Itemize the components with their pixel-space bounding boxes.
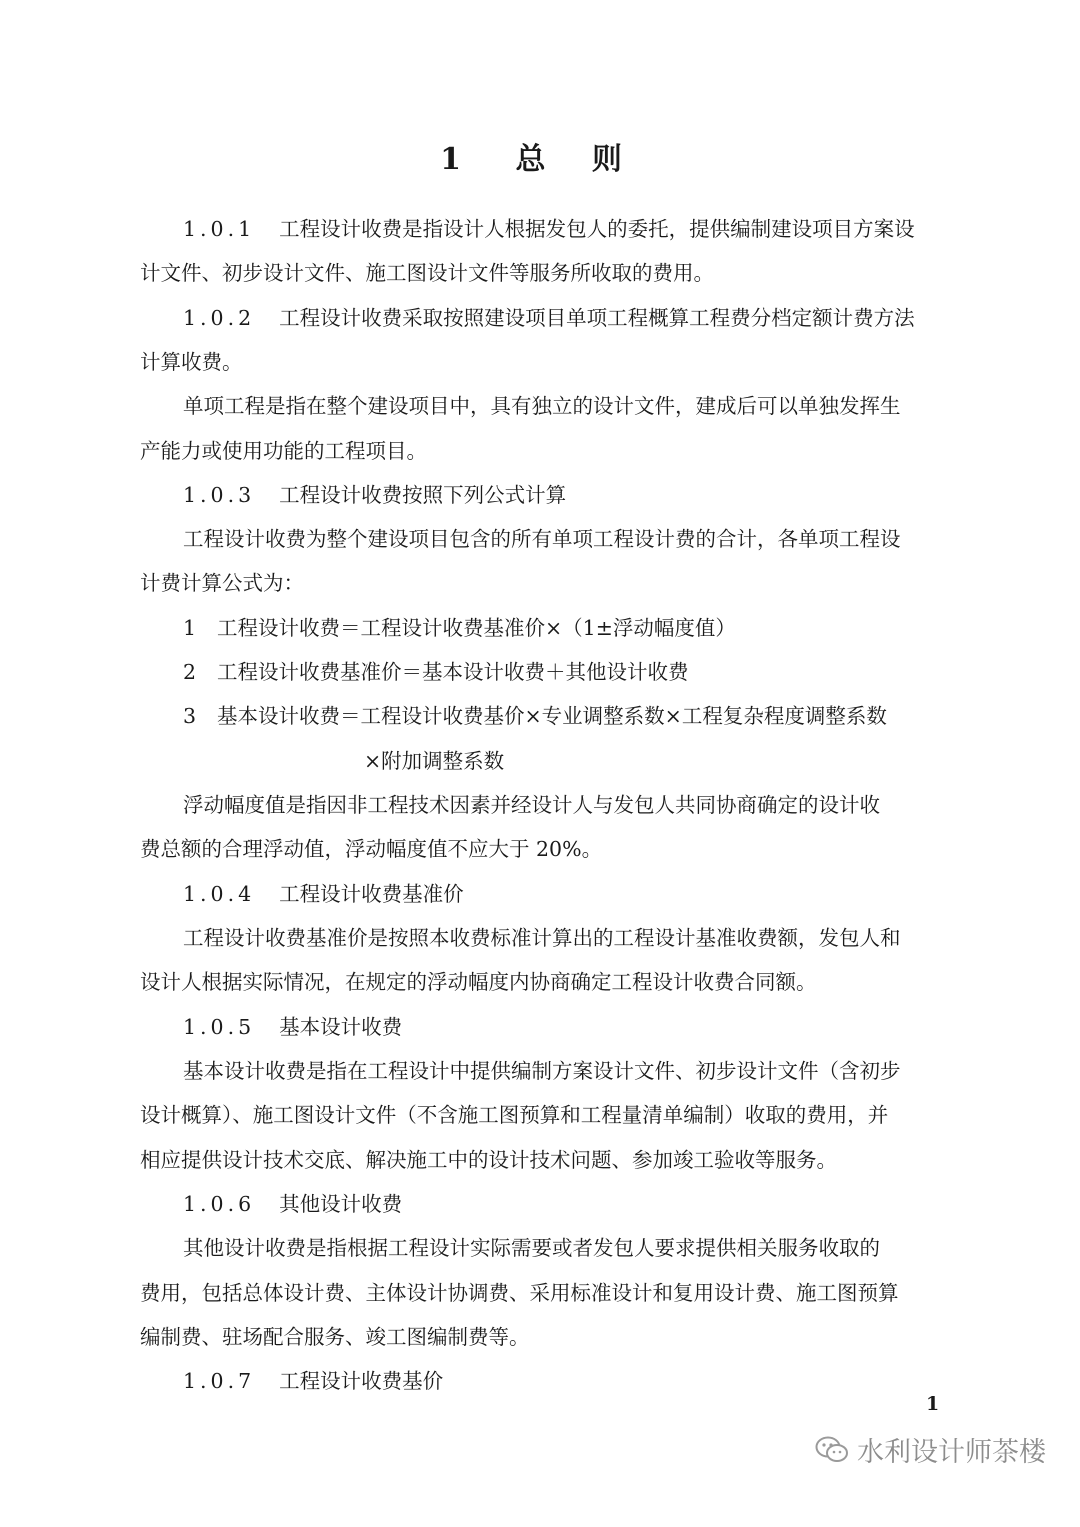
formula-text: 工程设计收费基准价＝基本设计收费＋其他设计收费 (217, 660, 689, 684)
clause-number: 1.0.3 (183, 483, 256, 507)
paragraph-line: 相应提供设计技术交底、解决施工中的设计技术问题、参加竣工验收等服务。 (140, 1148, 837, 1172)
clause-number: 1.0.5 (183, 1015, 256, 1039)
paragraph-line: 产能力或使用功能的工程项目。 (140, 439, 427, 463)
paragraph-line: 费总额的合理浮动值，浮动幅度值不应大于 20%。 (140, 837, 603, 861)
paragraph-line: 单项工程是指在整个建设项目中，具有独立的设计文件，建成后可以单独发挥生 (183, 394, 901, 418)
clause-number: 1.0.2 (183, 306, 256, 330)
clause-text: 工程设计收费基价 (279, 1369, 444, 1393)
chapter-title (0, 134, 1080, 178)
clause-1-0-3 (183, 480, 566, 510)
paragraph-line: 工程设计收费为整个建设项目包含的所有单项工程设计费的合计，各单项工程设 (183, 527, 901, 551)
clause-text: 基本设计收费 (279, 1015, 403, 1039)
wechat-icon (815, 1436, 849, 1464)
formula-number: 3 (183, 704, 197, 728)
paragraph-line: 基本设计收费是指在工程设计中提供编制方案设计文件、初步设计文件（含初步 (183, 1059, 901, 1083)
formula-number: 1 (183, 616, 197, 640)
clause-number: 1.0.7 (183, 1369, 256, 1393)
paragraph-line: 费用，包括总体设计费、主体设计协调费、采用标准设计和复用设计费、施工图预算 (140, 1281, 899, 1305)
chapter-title-char: 总 (515, 142, 548, 177)
clause-1-0-6 (183, 1189, 402, 1219)
paragraph-line: 编制费、驻场配合服务、竣工图编制费等。 (140, 1325, 530, 1349)
formula-3 (183, 701, 887, 731)
chapter-title-char: 则 (591, 142, 624, 177)
paragraph-line: 工程设计收费基准价是按照本收费标准计算出的工程设计基准收费额，发包人和 (183, 926, 901, 950)
formula-3-continuation: ×附加调整系数 (364, 749, 505, 773)
paragraph-line: 计费计算公式为： (140, 571, 304, 595)
paragraph-line: 计算收费。 (140, 350, 243, 374)
paragraph-line: 浮动幅度值是指因非工程技术因素并经设计人与发包人共同协商确定的设计收 (183, 793, 880, 817)
clause-text: 工程设计收费基准价 (279, 882, 464, 906)
paragraph-line: 其他设计收费是指根据工程设计实际需要或者发包人要求提供相关服务收取的 (183, 1236, 880, 1260)
paragraph-line: 设计概算）、施工图设计文件（不含施工图预算和工程量清单编制）收取的费用，并 (140, 1103, 889, 1127)
formula-2 (183, 657, 689, 687)
clause-text: 工程设计收费是指设计人根据发包人的委托，提供编制建设项目方案设 (279, 217, 915, 241)
formula-text: 基本设计收费＝工程设计收费基价×专业调整系数×工程复杂程度调整系数 (217, 704, 887, 728)
watermark (815, 1430, 1046, 1469)
paragraph-line: 设计人根据实际情况，在规定的浮动幅度内协商确定工程设计收费合同额。 (140, 970, 817, 994)
page-number: 1 (926, 1393, 940, 1415)
formula-number: 2 (183, 660, 197, 684)
formula-text: 工程设计收费＝工程设计收费基准价×（1±浮动幅度值） (217, 616, 736, 640)
clause-number: 1.0.4 (183, 882, 256, 906)
clause-1-0-7 (183, 1366, 443, 1396)
formula-1 (183, 613, 736, 643)
clause-text: 其他设计收费 (279, 1192, 403, 1216)
clause-number: 1.0.1 (183, 217, 256, 241)
clause-number: 1.0.6 (183, 1192, 256, 1216)
clause-text: 工程设计收费按照下列公式计算 (279, 483, 567, 507)
clause-1-0-4 (183, 879, 464, 909)
clause-1-0-1 (183, 214, 915, 244)
clause-text: 工程设计收费采取按照建设项目单项工程概算工程费分档定额计费方法 (279, 306, 915, 330)
chapter-number: 1 (440, 142, 463, 177)
paragraph-line: 计文件、初步设计文件、施工图设计文件等服务所收取的费用。 (140, 261, 714, 285)
clause-1-0-2 (183, 303, 915, 333)
clause-1-0-5 (183, 1012, 402, 1042)
watermark-text: 水利设计师茶楼 (857, 1437, 1046, 1468)
